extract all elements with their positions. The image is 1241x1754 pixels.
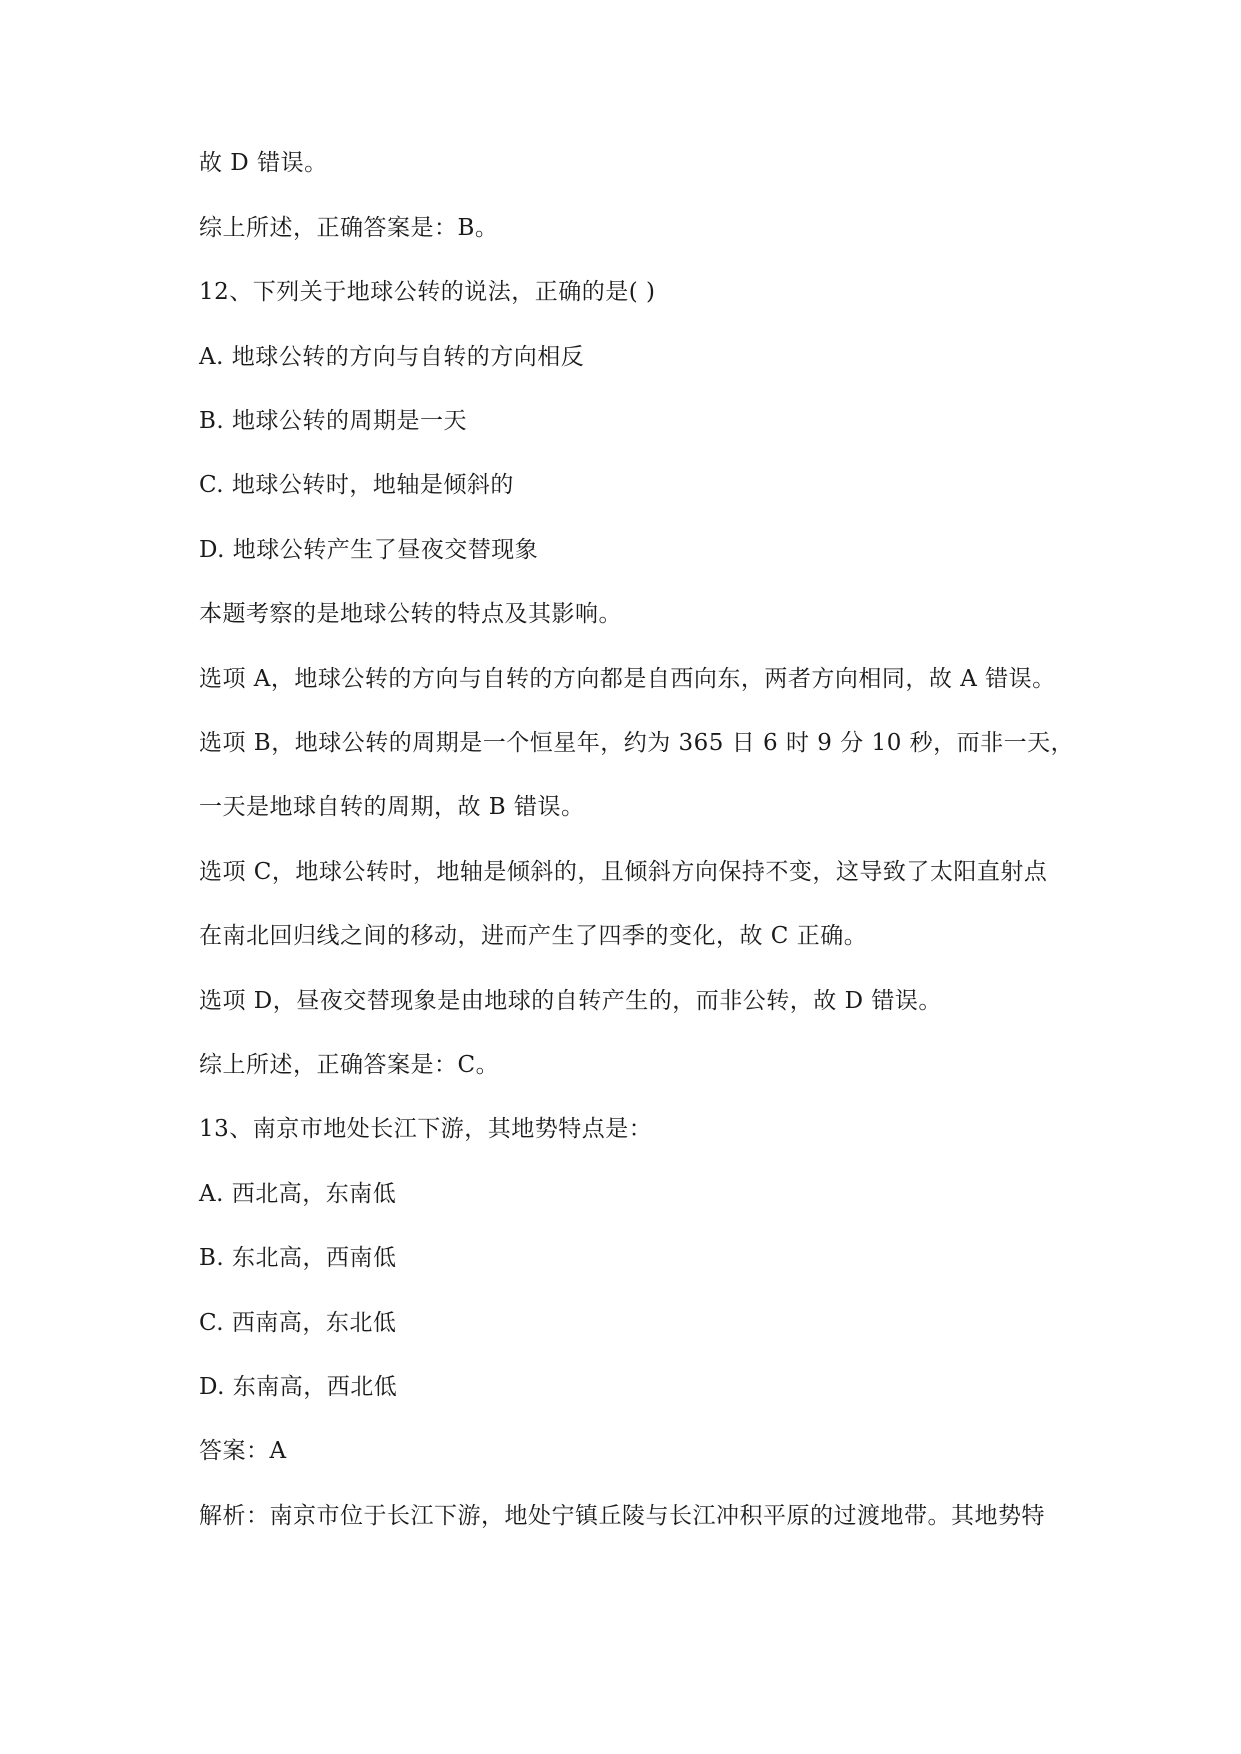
option-c: C. 西南高，东北低 <box>199 1310 397 1336</box>
text-line: 选项 B，地球公转的周期是一个恒星年，约为 365 日 6 时 9 分 10 秒，而非一天， <box>199 730 1075 756</box>
text-line: 综上所述，正确答案是：C。 <box>199 1052 500 1078</box>
question-13-stem: 13、南京市地处长江下游，其地势特点是： <box>199 1116 653 1142</box>
option-c: C. 地球公转时，地轴是倾斜的 <box>199 472 514 498</box>
question-12-stem: 12、下列关于地球公转的说法，正确的是( ) <box>199 279 656 305</box>
option-d: D. 地球公转产生了昼夜交替现象 <box>199 537 539 563</box>
text-line: 选项 A，地球公转的方向与自转的方向都是自西向东，两者方向相同，故 A 错误。 <box>199 666 1056 692</box>
analysis-line: 解析：南京市位于长江下游，地处宁镇丘陵与长江冲积平原的过渡地带。其地势特 <box>199 1503 1045 1529</box>
text-line: 综上所述，正确答案是：B。 <box>199 215 499 241</box>
text-line: 在南北回归线之间的移动，进而产生了四季的变化，故 C 正确。 <box>199 923 868 949</box>
text-line: 本题考察的是地球公转的特点及其影响。 <box>199 601 622 627</box>
text-line: 故 D 错误。 <box>199 150 328 176</box>
option-a: A. 地球公转的方向与自转的方向相反 <box>199 344 585 370</box>
answer-line: 答案：A <box>199 1438 287 1464</box>
option-d: D. 东南高，西北低 <box>199 1374 398 1400</box>
option-a: A. 西北高，东南低 <box>199 1181 397 1207</box>
option-b: B. 东北高，西南低 <box>199 1245 397 1271</box>
text-line: 选项 D，昼夜交替现象是由地球的自转产生的，而非公转，故 D 错误。 <box>199 988 942 1014</box>
text-line: 一天是地球自转的周期，故 B 错误。 <box>199 794 585 820</box>
option-b: B. 地球公转的周期是一天 <box>199 408 468 434</box>
text-line: 选项 C，地球公转时，地轴是倾斜的，且倾斜方向保持不变，这导致了太阳直射点 <box>199 859 1048 885</box>
